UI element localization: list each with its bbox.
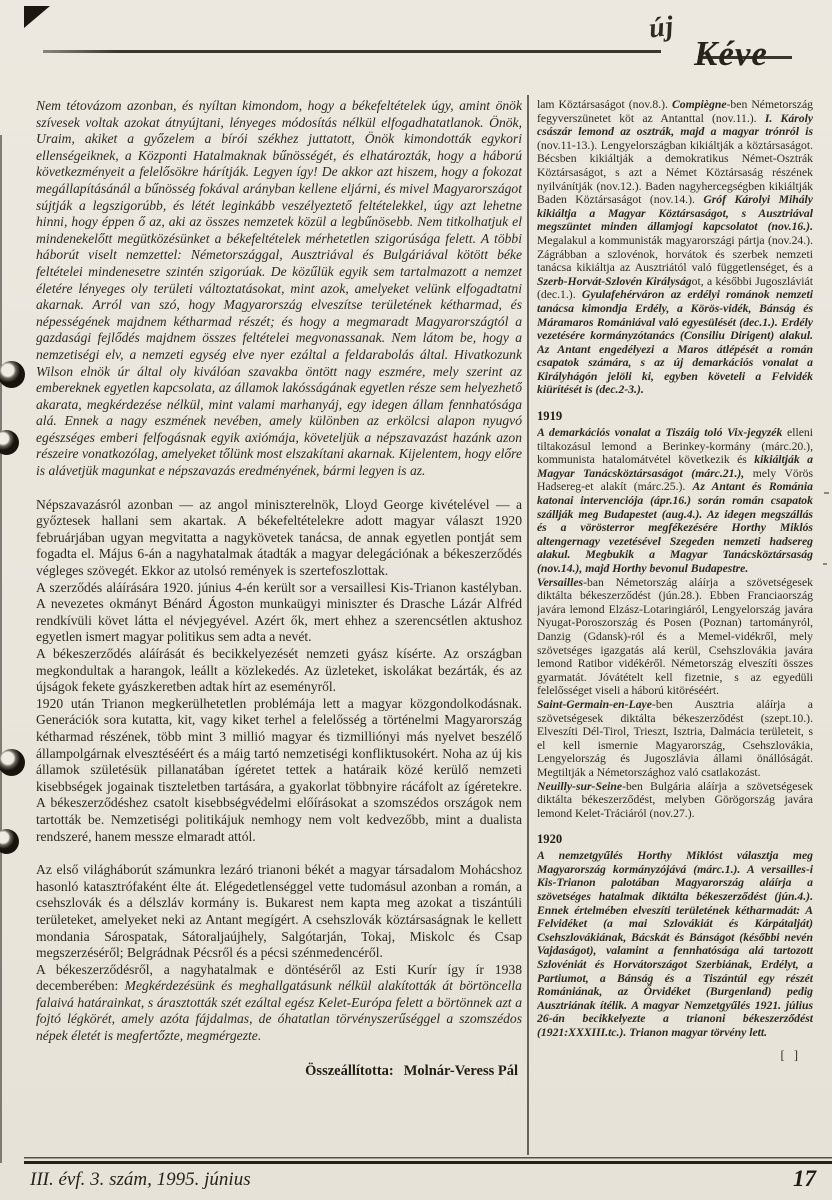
paragraph — [36, 696, 522, 845]
text-block-quote — [36, 98, 522, 480]
right-column-chronology — [537, 98, 813, 1154]
punch-hole — [0, 361, 25, 388]
paragraph — [537, 780, 813, 821]
year-heading: 1919 — [537, 409, 563, 424]
text-segment: Megkérdezésünk és meghallgatásunk nélkül alakították át börtöncella falaivá határainkat, s árasztották szét ezáltal egész Kelet-Európa felett a börtönnek azt a fojtó légkörét, amely azóta fájdalmas, de óhatatlan törvényszerűséggel a szomszédos népek életét is megfertőzte, megmérgezte. — [36, 978, 522, 1044]
text-segment: Nem tétovázom azonban, és nyíltan kimondom, hogy a békefeltételek úgy, amint önök szívesek voltak azokat átnyújtani, lényeges módosítás nélkül elfogadhatatlanok. Önök, Uraim, akiket a győzelem a bírói székhez juttatott, Önök kimondották egykori ellenségeiknek, a Központi Hatalmaknak bűnösségét, és elhatározták, hogy a háború következményeit a felelősökre hárítják. Legyen így! De akkor azt hiszem, hogy a fokozat megállapításánál a bűnösség fokával arányban kellene eljárni, és mivel Magyarországot sújtják a legszigorúbb, és létét leginkább veszélyeztető feltételekkel, úgy azt lehetne hinni, hogy éppen ő az, aki az összes nemzetek közül a legbűnösebb. Nem titkolhatjuk el mindenekelőtt megütközésünket a békefeltételek mérhetetlen szigorúsága felett. A többi háborút viselt nemzettel: Németországgal, Ausztriával és Bulgáriával kötött béke feltételei mindenesetre szintén szigorúak. De közűlük egyik sem tartalmazott a nemzet életére lényeges oly területi változtatásokat, mint azok, amelyeket velünk elfogadtatni akarnak. Arról van szó, hogy Magyarország elveszítse területének kétharmad, és népességének majdnem kétharmad részét; és hogy a megmaradt Magyarországtól a gazdasági fejlődés majdnem összes feltételei megvonassanak. Nem látom be, hogy a nemzetiségi elv, a nemzeti egység elve nyer ezáltal a feldarabolás által. Hivatkozunk Wilson elnök úr által oly kiválóan szavakba öntött nagy eszmére, mely szerint az embereknek egyetlen kapcsolata, az államok lakósságának egyetlen része sem helyezhető akarata, megkérdezése nélkül, mint valami marhanyáj, egy idegen állam fennhatósága alá. Ennek a nagy eszmének nevében, amely különben az erkölcsi alapon nyugvó egészséges emberi felfogásnak egyik axiómája, követeljük a népszavazást hazánk azon részeire vonatkozólag, amelyeket tőlünk most elszakítani akarnak. Kijelentem, hogy előre is alávetjük magunkat e népszavazás eredményének, bármi legyen is az. — [36, 98, 522, 479]
text-segment: (nov.11-13.). Lengyelországban kikiáltják a köztársaságot. Bécsben kikiáltják a demokratikus Német-Osztrák Köztársaságot, s azt a Német Köztársaság részének nyilvánítják (nov.12.). Baden nagyhercegségben kikiáltják Baden Köztársaságot (nov.14.). — [537, 138, 813, 207]
text-segment: Szerb-Horvát-Szlovén Királyság — [537, 274, 692, 288]
text-segment: A demarkációs vonalat a Tiszáig toló Vix-jegyzék — [537, 426, 783, 440]
text-segment: Az Antant és Románia katonai intervenciója (ápr.16.) során román csapatok szállják meg Budapestet (aug.4.). Az idegen megszállás és a vörösterror megfékezésére Horthy Miklós altengernagy vezetésével Szegeden nemzeti hadsereg alakul. Megbukik a Magyar Tanácsköztársaság (nov.14.), majd Horthy bevonul Budapestre. — [537, 480, 813, 575]
column-divider-rule — [527, 95, 529, 1155]
punch-hole — [0, 749, 25, 776]
scan-corner-mark — [24, 6, 50, 28]
text-segment: lam Köztársaságot (nov.8.). — [537, 98, 672, 111]
text-segment: I. Károly császár lemond az osztrák, majd a magyar trónról is — [537, 111, 813, 139]
byline-name: Molnár-Veress Pál — [403, 1062, 518, 1079]
chronology-items — [537, 98, 813, 1040]
text-block-body1 — [36, 497, 522, 845]
text-segment: elleni tiltakozásul lemond a Berinkey-kormány (márc.20.), kommunista hatalomátvétel következik és — [537, 426, 813, 467]
text-segment: Megalakul a kommunisták magyarországi pártja (nov.24.). Zágrábban a szlovénok, horvátok és szerbek nemzeti tanácsa kikiáltja az Ausztriától való függetlenséget, és a — [537, 233, 813, 275]
text-segment: A békeszerződésről, a nagyhatalmak e döntéséről az Esti Kurír így ír 1938 decemberében: — [36, 961, 522, 994]
scan-speck — [823, 563, 827, 565]
text-segment: A nemzetgyűlés Horthy Miklóst választja meg Magyarország kormányzójává (márc.1.). A versailles-i Kis-Trianon palotában Magyarország aláírja a szövetséges hatalmak diktálta békeszerződést (jún.4.). Ennek értelmében elveszíti területének kétharmadát: A Felvidéket (a mai Szlovákiát és Kárpátalját) Csehszlovákiának, Bácskát és Bánságot (későbbi nevén Vajdaságot), valamint a fennhatósága alá tartozott Szlovéniát és Horvátországot Szerbiának, Erdélyt, a Partiumot, a Bánság és a Tiszántúl egy részét Romániának, az Őrvidéket (Burgenland) pedig Ausztriának ítélik. A magyar Nemzetgyűlés 1921. július 26-án becikkelyezte a trianoni békeszerződést (1921:XXXIII.tc.). Trianon magyar törvény lett. — [537, 849, 813, 1039]
paragraph — [36, 962, 522, 1045]
footer-page-number: 17 — [793, 1166, 816, 1191]
paragraph — [537, 426, 813, 576]
scan-speck — [824, 492, 829, 494]
paragraph — [537, 849, 813, 1039]
text-segment: kikiáltják a Magyar Tanácsköztársaságot (márc.21.), — [537, 453, 813, 480]
text-segment: Versailles — [537, 575, 584, 589]
paragraph — [537, 576, 813, 698]
text-segment: Compiègne — [671, 98, 727, 111]
paragraph — [36, 862, 522, 962]
text-segment: Saint-Germain-en-Laye — [537, 697, 652, 711]
byline — [36, 1063, 522, 1080]
paragraph — [537, 98, 813, 397]
paragraph — [537, 698, 813, 780]
footer-double-rule — [24, 1157, 832, 1165]
paragraph — [36, 497, 522, 580]
text-segment: Az első világháborút számunkra lezáró trianoni békét a magyar társadalom Mohácshoz hasonló katasztrófaként élte át. Elégedetlenséggel vette tudomásul azonban a román, a csehszlovák és a délszláv kormány is. Bukarest nem kapta meg azokat a tiszántúli területeket, amelyeket neki az Antant megígért. A csehszlovák köztársaságnak le kellett mondania Sárospatak, Sátoraljaújhely, Salgótarján, Tokaj, Miskolc és Csap megszerzéséről; Belgrádnak Pécsről és a pécsi szénmedencéről. — [36, 862, 522, 961]
text-block-body2 — [36, 862, 522, 1045]
text-segment: ot, a későbbi Jugoszláviát (dec.1.). — [537, 274, 813, 302]
text-segment: Gróf Károlyi Mihály kikiáltja a Magyar Köztársaságot, s Ausztriával megszüntet minden államjogi kapcsolatot (nov.16.). — [537, 193, 813, 234]
text-segment: -ban Németország aláírja a szövetségesek diktálta békeszerződést (jún.28.). Ebben Franciaország javára lemond Elzász-Lotaringiáról, Lengyelország javára Nyugat-Poroszország és Posen (Poznan) tartományról, Danzig (Gdansk)-ról és a Memel-vidékről, mely szövetséges igazgatás alá kerül, Csehszlovákia javára lemond Ratibor vidékéről. Németország elveszíti összes gyarmatát. Jóvátételt kell fizetnie, s az egyedüli felelősséget viseli a háború kitöréséért. — [537, 575, 813, 698]
text-segment: A békeszerződés aláírását és becikkelyezését nemzeti gyász kísérte. Az országban megkondultak a harangok, leállt a közlekedés. Az üzleteket, iskolákat bezárták, és az újságok fekete gyászkeretben adtak hírt az eseményről. — [36, 646, 522, 695]
punch-hole — [0, 829, 19, 854]
scan-edge-line — [0, 135, 2, 1163]
masthead-title-script: új — [647, 10, 677, 45]
end-mark: [ ] — [780, 1047, 801, 1062]
byline-label: Összeállította: — [305, 1062, 394, 1079]
punch-hole — [0, 430, 19, 455]
paragraph — [36, 580, 522, 646]
text-segment: -ben Németország fegyverszünetet köt az Antanttal (nov.11.). — [537, 98, 813, 125]
text-segment: -ben Ausztria aláírja a szövetségesek diktálta békeszerződést (szept.10.). Elveszíti Dél-Tirol, Trieszt, Isztria, Dalmácia területeit, s el kell ismernie Magyarország, Csehszlovákia, Lengyelország és Jugoszlávia állami önállóságát. Megtiltják a Németországhoz való csatlakozást. — [537, 697, 813, 779]
text-segment: Neuilly-sur-Seine — [537, 779, 623, 793]
text-segment: mely Vörös Hadsereg-et alakít (márc.25.). — [537, 466, 813, 494]
paragraph — [36, 98, 522, 480]
year-heading: 1920 — [537, 832, 563, 847]
text-segment: A szerződés aláírására 1920. június 4-én került sor a versaillesi Kis-Trianon kastélyban. A nevezetes okmányt Bénárd Ágoston munkaügyi miniszter és Drasche Lázár Alfréd rendkívüli követ látta el névjegyével. Azért ők, mert ehhez a szerencsétlen aktushoz egyetlen ismert magyar politikus sem adta a nevét. — [36, 579, 522, 645]
masthead-title: Kéve — [694, 34, 768, 73]
text-segment: Népszavazásról azonban — az angol miniszterelnök, Lloyd George kivételével — a győztesek hallani sem akartak. A békefeltételekre adott magyar választ 1920 februárjában ugyan megvitatta a nagykövetek tanácsa, de annak egyetlen pontját sem fogadta el. Május 6-án a nagyhatalmak átadták a magyar delegációnak a békeszerződés végleges szövegét. Ekkor az utolsó remények is szertefoszlottak. — [36, 496, 522, 579]
masthead-rule-left — [43, 50, 661, 53]
left-column — [36, 98, 522, 1154]
text-segment: -ben Bulgária aláírja a szövetségesek diktálta békeszerződést, melyben Görögország javára lemond Kelet-Tráciáról (nov.27.). — [537, 779, 813, 820]
paragraph — [36, 646, 522, 696]
text-segment: Gyulafehérváron az erdélyi románok nemzeti tanácsa kimondja Erdély, a Körös-vidék, Bánság és Máramaros Romániával való egyesülését (dec.1.). Erdély vezetésére kormányzótanács (Consiliu Dirigent) alakul. Az Antant engedélyezi a Maros átlépését a román csapatok számára, s az új demarkációs vonalat a Királyhágón jelöli ki, egyben követeli a Felvidék kiürítését is (dec.2-3.). — [537, 288, 813, 397]
footer-issue-info: III. évf. 3. szám, 1995. június — [30, 1169, 251, 1190]
text-segment: 1920 után Trianon megkerülhetetlen problémája lett a magyar közgondolkodásnak. Generációk sora kutatta, kit, vagy kiket terhel a felelősség a történelmi Magyarország kétharmad részének, több mint 3 millió magyar és tizmilliónyi más nyelvet beszélő állampolgárnak elvesztéséért és a máig tartó nemzetiségi konfliktusokért. Noha az új kis államok születésük pillanatában ígéretet tettek a határaik közé kerülő nemzeti kisebbségek jogainak tiszteletben tartására, a gyakorlat többnyire rácáfolt az ígéretekre. A békeszerződéshez csatolt kisebbségvédelmi előírásokat a szomszédos országok nem tartották be. Nemzetiségi politikájuk nemhogy nem volt kedvezőbb, mint a dualista rendszeré, hanem messze elmaradt attól. — [36, 695, 522, 844]
